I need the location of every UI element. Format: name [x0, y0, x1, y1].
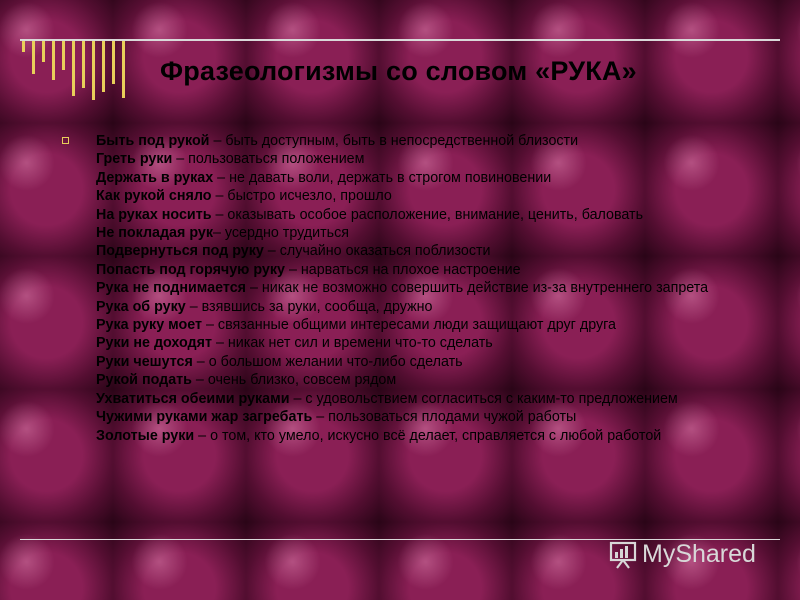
list-item [96, 261, 752, 279]
phrase-term: Не покладая рук [96, 225, 213, 242]
list-item [96, 169, 752, 187]
phrase-term: Держать в руках [96, 169, 214, 186]
logo-text: MyShared [642, 540, 756, 568]
phrase-meaning: – о том, кто умело, искусно всё делает, справляется с любой работой [194, 427, 662, 444]
phrase-term: Рукой подать [96, 372, 192, 389]
decorative-bar [22, 40, 25, 52]
decorative-bar [62, 40, 65, 70]
phrase-meaning: – никак нет сил и времени что-то сделать [211, 335, 493, 352]
phrase-term: Подвернуться под руку [96, 243, 264, 260]
decorative-bar [102, 40, 105, 92]
phrase-term: Руки чешутся [96, 353, 193, 370]
list-item [96, 371, 752, 389]
phrase-meaning: – связанные общими интересами люди защищают друг друга [202, 317, 616, 334]
top-rule [20, 39, 780, 41]
list-item [96, 242, 752, 260]
list-item [96, 427, 752, 445]
phrase-term: Рука руку моет [96, 317, 203, 334]
list-item [96, 334, 752, 352]
list-item [96, 316, 752, 334]
phrase-term: Попасть под горячую руку [96, 261, 285, 278]
phrase-meaning: – очень близко, совсем рядом [191, 372, 397, 389]
phrase-meaning: – о большом желании что-либо сделать [192, 353, 463, 370]
phrase-meaning: – взявшись за руки, сообща, дружно [185, 298, 433, 315]
list-item [96, 279, 752, 297]
decorative-bar [32, 40, 35, 74]
phrase-meaning: – с удовольствием согласиться с каким-то предложением [289, 390, 678, 407]
phrase-term: Рука об руку [96, 298, 186, 315]
slide-title: Фразеологизмы со словом «РУКА» [160, 56, 637, 86]
phrase-meaning: – усердно трудиться [212, 225, 350, 242]
phrase-meaning: – быстро исчезло, прошло [211, 188, 392, 205]
phrase-meaning: – случайно оказаться поблизости [263, 243, 491, 260]
phrase-term: Чужими руками жар загребать [96, 409, 313, 426]
decorative-bar [52, 40, 55, 80]
decorative-bar [82, 40, 85, 88]
decorative-bar [72, 40, 75, 96]
phrase-term: Рука не поднимается [96, 280, 247, 297]
site-logo[interactable] [608, 536, 788, 576]
phrase-term: Ухватиться обеими руками [96, 390, 290, 407]
phrase-meaning: – никак не возможно совершить действие из-за внутреннего запрета [246, 280, 709, 297]
phrase-term: Быть под рукой [96, 133, 210, 149]
phrase-term: Как рукой сняло [96, 188, 212, 205]
list-item [96, 408, 752, 426]
list-item [96, 132, 752, 150]
phrase-term: На руках носить [96, 206, 212, 223]
phrase-meaning: – нарваться на плохое настроение [284, 261, 521, 278]
phrase-meaning: – не давать воли, держать в строгом повиновении [213, 169, 552, 186]
phrase-term: Руки не доходят [96, 335, 212, 352]
list-item [96, 150, 752, 168]
decorative-bar [112, 40, 115, 84]
list-item [96, 187, 752, 205]
phrase-meaning: – пользоваться положением [172, 151, 365, 168]
square-bullet-icon [62, 137, 69, 144]
phrase-term: Греть руки [96, 151, 173, 168]
presentation-board-icon [608, 540, 638, 570]
list-item [96, 390, 752, 408]
decorative-bar [122, 40, 125, 98]
phrase-meaning: – оказывать особое расположение, внимание, ценить, баловать [211, 206, 644, 223]
phrase-meaning: – быть доступным, быть в непосредственной близости [209, 133, 579, 149]
phrase-list [96, 132, 752, 445]
decorative-bar [42, 40, 45, 62]
list-item [96, 206, 752, 224]
decorative-bar [92, 40, 95, 100]
list-item [96, 224, 752, 242]
list-item [96, 298, 752, 316]
phrase-meaning: – пользоваться плодами чужой работы [312, 409, 577, 426]
list-item [96, 353, 752, 371]
phrase-term: Золотые руки [96, 427, 195, 444]
phrase-list-block [62, 132, 752, 445]
